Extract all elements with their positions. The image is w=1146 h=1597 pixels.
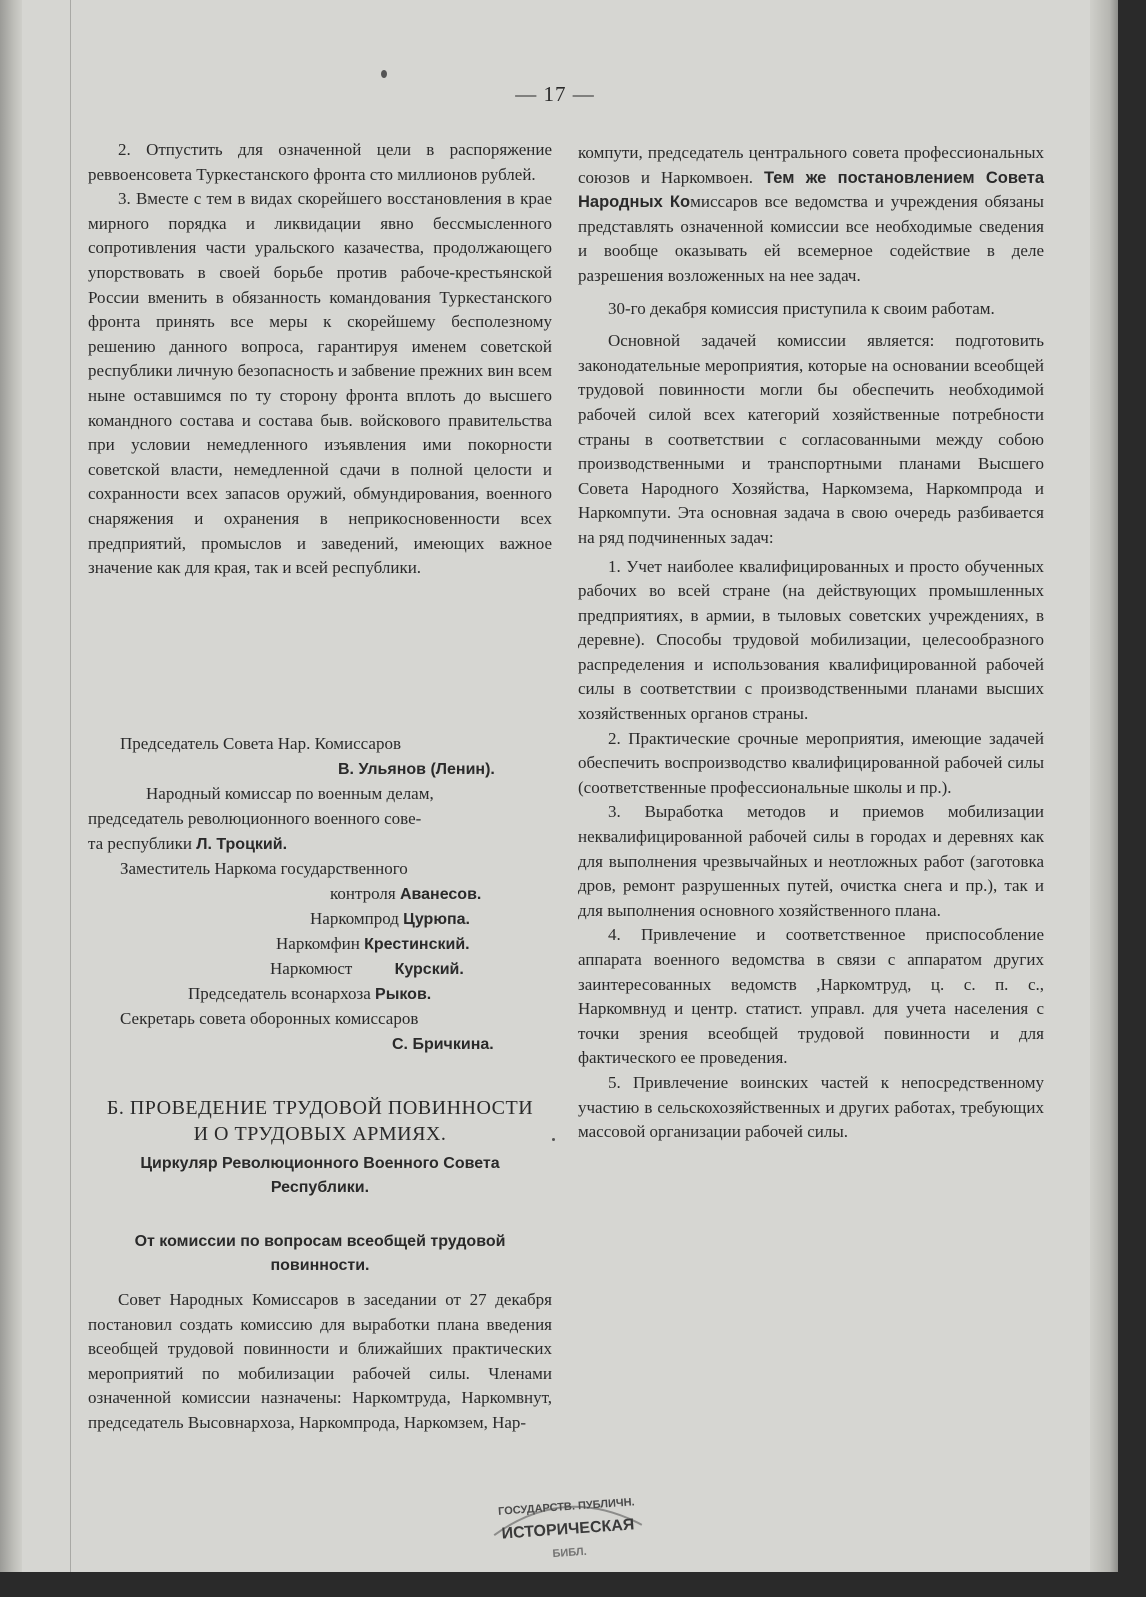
signature-name-brichkina: С. Бричкина. (392, 1036, 494, 1053)
signature-tsuryupa (310, 907, 470, 933)
scan-bottom-border (0, 1572, 1146, 1597)
signature-name-kursky: Курский. (394, 961, 464, 978)
stamp-bottom-text: БИБЛ. (552, 1545, 588, 1561)
right-paragraph-1 (578, 141, 1044, 289)
task-item-2: 2. Практические срочные мероприятия, имеющие задачей обеспечить воспроизводство квалифицированной рабочей силы (соответственные профессиональные школы и пр.). (578, 728, 1044, 797)
task-item-1: 1. Учет наиболее квалифицированных и просто обученных рабочих во всей стране (на действующих промышленных предприятиях, в армии, в тыловых советских учреждениях, в деревне). Способы трудовой мобилизации, целесообразного распределения и использования квалифицированной рабочей силы в соответствии с производственными планами высших хозяйственных органов страны. (578, 556, 1044, 724)
signature-rykov (188, 982, 431, 1008)
decree-paragraph-3: 3. Вместе с тем в видах скорейшего восстановления в крае мирного порядка и ликвидации явно бессмысленного сопротивления части уральского казачества, продолжающего упорствовать в своей борьбе против рабоче-крестьянской России вменить в обязанность командования Туркестанского фронта принять все меры к скорейшему бесполезному решению данного вопроса, гарантируя именем советской республики личную безопасность и забвение прежних вин всем ныне оставшимся по ту сторону фронта вплоть до высшего командного состава и состава быв. войскового правительства при условии немедленного изъявления ими покорности советской власти, немедленной сдачи в полной целости и сохранности всех запасов оружий, обмундирования, военного снаряжения и охранения в неприкосновенности всех предприятий, промыслов и заведений, имеющих важное значение как для края, так и всей республики. (88, 189, 552, 578)
signature-brichkina (392, 1032, 494, 1058)
signature-kursky (270, 957, 464, 983)
signature-trotsky-title-2: председатель революционного военного сове- (88, 809, 422, 828)
signature-name-lenin: В. Ульянов (Ленин). (338, 761, 495, 778)
signature-brichkina-title: Секретарь совета оборонных комиссаров (120, 1009, 419, 1028)
signature-tsuryupa-title: Наркомпрод (310, 909, 399, 928)
ink-speck (552, 1138, 555, 1141)
task-item-5: 5. Привлечение воинских частей к непосредственному участию в сельскохозяйственных и других работах, требующих массовой организации рабочей силы. (578, 1072, 1044, 1142)
signature-trotsky-title-3: та республики (88, 834, 192, 853)
commission-heading-line-1: От комиссии по вопросам всеобщей трудовой (134, 1233, 506, 1250)
section-b-paragraph: Совет Народных Комиссаров в заседании от 27 декабря постановил создать комиссию для выработки плана введения всеобщей трудовой повинности и ближайших практических мероприятий по мобилизации рабочей силы. Членами означенной комиссии назначены: Наркомтруда, Наркомвнут, председатель Высовнархоза, Наркомпрода, Наркомзем, Нар- (88, 1290, 552, 1432)
left-column-text (88, 138, 552, 581)
circular-heading (88, 1152, 552, 1200)
stamp-top-text: ГОСУДАРСТВ. ПУБЛИЧН. (497, 1496, 636, 1518)
circular-heading-line-2: Республики. (270, 1179, 370, 1196)
scan-right-border (1118, 0, 1146, 1597)
signature-krestinsky (276, 932, 470, 958)
signature-avanesov (330, 882, 481, 908)
commission-heading (88, 1230, 552, 1278)
library-stamp-graphic (481, 1484, 654, 1572)
page-number: — 17 — (515, 82, 595, 106)
page-right-shadow (1090, 0, 1118, 1572)
stamp-middle-text: ИСТОРИЧЕСКАЯ (501, 1516, 635, 1543)
section-b-title-line-1: Б. ПРОВЕДЕНИЕ ТРУДОВОЙ ПОВИННОСТИ (106, 1097, 534, 1119)
right-paragraph-1-rest: миссаров все ведомства и учреждения обязаны представлять означенной комиссии все необходимые сведения и вообще оказывать ей всемерное содействие в деле разрешения возложенных на нее задач. (578, 192, 1044, 285)
commission-heading-line-2: повинности. (270, 1257, 370, 1274)
task-item-4: 4. Привлечение и соответственное приспособление аппарата военного ведомства в связи с аппаратом других заинтересованных ведомств ,Наркомтруд, ц. с. п. с., Наркомвнуд и центр. статист. управл. для учета населения с точки зрения всеобщей трудовой повинности и для фактического ее проведения. (578, 925, 1044, 1068)
right-paragraph-1-start: компути, председатель центрального совета профессиональных союзов и Наркомвоен. (578, 143, 1044, 187)
signature-name-tsuryupa: Цурюпа. (403, 911, 470, 928)
library-stamp (481, 1484, 654, 1572)
section-b-title (88, 1095, 552, 1147)
signature-avanesov-title-2: контроля (330, 884, 396, 903)
right-paragraph-3: Основной задачей комиссии является: подготовить законодательные мероприятия, которые на основании всеобщей трудовой повинности могли бы обеспечить необходимой рабочей силой всех категорий хозяйственные потребности страны в соответствии с согласованными между собою производственными и транспортными планами Высшего Совета Народного Хозяйства, Наркомзема, Наркомпрода и Наркомпути. Эта основная задача в свою очередь разбивается на ряд подчиненных задач: (578, 331, 1044, 547)
signature-lenin (338, 757, 495, 783)
right-paragraph-1-bold: Тем же постановлением Совета Народных Ко (578, 168, 1045, 212)
signature-name-trotsky: Л. Троцкий. (196, 836, 288, 853)
signature-rykov-title: Председатель всонархоза (188, 984, 371, 1003)
section-b-body (88, 1288, 552, 1436)
signature-avanesov-title-1: Заместитель Наркома государственного (120, 859, 408, 878)
right-paragraph-2: 30-го декабря комиссия приступила к своим работам. (608, 298, 995, 318)
signature-krestinsky-title: Наркомфин (276, 934, 360, 953)
signature-title-sovnarkom: Председатель Совета Нар. Комиссаров (120, 734, 401, 753)
ink-speck (381, 70, 387, 78)
binding-line (70, 0, 71, 1572)
circular-heading-line-1: Циркуляр Революционного Военного Совета (140, 1155, 500, 1172)
signature-name-krestinsky: Крестинский. (364, 936, 470, 953)
signature-trotsky (88, 832, 287, 858)
task-item-3: 3. Выработка методов и приемов мобилизации неквалифицированной рабочей силы в городах и деревнях как для выполнения чрезвычайных и неотложных работ (заготовка дров, ремонт разрушенных путей, очистка снега и пр.), так и для выполнения основного хозяйственного плана. (578, 802, 1044, 920)
right-column-text (578, 141, 1044, 1145)
signature-kursky-title: Наркомюст (270, 959, 353, 978)
signature-trotsky-title-1: Народный комиссар по военным делам, (146, 784, 434, 803)
decree-paragraph-2: 2. Отпустить для означенной цели в распоряжение реввоенсовета Туркестанского фронта сто миллионов рублей. (88, 140, 552, 184)
signature-name-avanesov: Аванесов. (399, 886, 482, 903)
section-b-title-line-2: И О ТРУДОВЫХ АРМИЯХ. (193, 1123, 447, 1145)
signature-name-rykov: Рыков. (375, 986, 432, 1003)
page-left-shadow (0, 0, 22, 1572)
